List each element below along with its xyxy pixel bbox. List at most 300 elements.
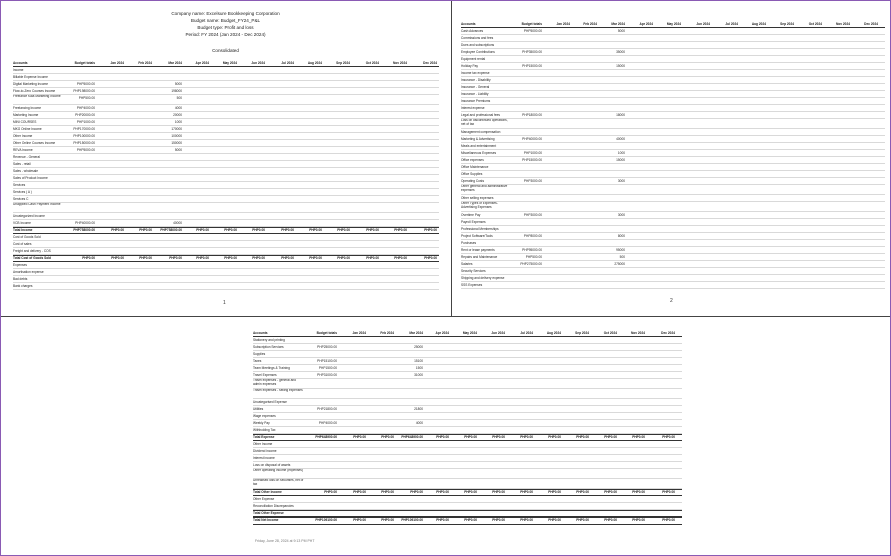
column-header: Budget totals (521, 22, 542, 26)
month-cell: PHP0.00 (196, 228, 209, 232)
table-row (461, 105, 885, 112)
month-cell: PHP648900.00 (401, 435, 423, 439)
month-cell: 8000 (617, 234, 625, 238)
account-name: Loss on discontinued operations, net of tax (461, 119, 508, 126)
column-header: Oct 2024 (808, 22, 822, 26)
table-row (461, 240, 885, 247)
month-cell: 15000 (616, 64, 625, 68)
budget-total-cell: PHP198000.00 (73, 89, 95, 93)
table-row (461, 49, 885, 56)
month-cell: PHP0.00 (464, 490, 477, 494)
account-name: Insurance - Disability (461, 78, 491, 82)
table-row (253, 469, 682, 479)
account-name: Sales - wholesale (13, 169, 38, 173)
account-name: Wage expenses (253, 414, 276, 418)
account-name: Expenses (13, 263, 27, 267)
report-page-2 (452, 0, 891, 316)
total-row (13, 255, 439, 262)
month-cell: PHP0.00 (548, 490, 561, 494)
table-row (13, 189, 439, 196)
column-header: Dec 2024 (864, 22, 878, 26)
account-name: Amortisation expense (13, 270, 44, 274)
month-cell: PHP0.00 (464, 435, 477, 439)
month-cell: 500 (619, 255, 625, 259)
table-row (13, 133, 439, 140)
budget-name: Budget name: Budget_FY24_P&L (190, 18, 261, 23)
account-name: Insurance - General (461, 85, 490, 89)
table-row (253, 389, 682, 399)
column-header: Aug 2024 (751, 22, 766, 26)
month-cell: PHP0.00 (353, 518, 366, 522)
account-name: Flow-to-Zero Courses Income (13, 89, 56, 93)
month-cell: 5000 (617, 29, 625, 33)
budget-total-cell: PHP5000.00 (523, 29, 542, 33)
column-header: Feb 2024 (380, 331, 394, 335)
budget-total-cell: PHP15100.00 (317, 359, 337, 363)
account-name: SSS Expenses (461, 283, 483, 287)
table-row (13, 262, 439, 269)
month-cell: PHP0.00 (492, 435, 505, 439)
account-name: Purchases (461, 241, 477, 245)
table-row (461, 42, 885, 49)
table-row (461, 129, 885, 136)
account-name: Management compensation (461, 130, 501, 134)
budget-total-cell: PHP18000.00 (522, 113, 542, 117)
month-cell: 170000 (171, 127, 182, 131)
account-name: Shipping and delivery expense (461, 276, 505, 280)
account-name: Salaries (461, 262, 473, 266)
table-row (13, 168, 439, 175)
month-cell: PHP0.00 (353, 490, 366, 494)
account-name: Total Other Expense (253, 511, 284, 515)
budget-type: Budget type: Profit and loss (197, 25, 254, 30)
table-row (13, 119, 439, 126)
table-row (13, 112, 439, 119)
budget-total-cell: PHP15000.00 (522, 158, 542, 162)
budget-total-cell: PHP0.00 (82, 256, 95, 260)
account-name: Interest expense (461, 106, 485, 110)
month-cell: 15100 (414, 359, 423, 363)
month-cell: 1500 (415, 366, 423, 370)
month-cell: PHP0.00 (169, 256, 182, 260)
month-cell: PHP0.00 (632, 490, 645, 494)
budget-total-cell: PHP5000.00 (76, 148, 95, 152)
table-row (253, 441, 682, 448)
account-name: Marketing & Advertising (461, 137, 495, 141)
budget-total-cell: PHP31000.00 (317, 373, 337, 377)
account-name: Office Maintenance (461, 165, 489, 169)
month-cell: PHP0.00 (520, 490, 533, 494)
month-cell: PHP0.00 (381, 435, 394, 439)
table-row (13, 269, 439, 276)
month-cell: 95000 (616, 248, 625, 252)
account-name: Services (13, 183, 26, 187)
column-header: Apr 2024 (435, 331, 449, 335)
account-name: Cost of sales (13, 242, 32, 246)
table-row (461, 171, 885, 178)
account-name: Revenue - General (13, 155, 40, 159)
month-cell: 275000 (614, 262, 625, 266)
month-cell: PHP0.00 (464, 518, 477, 522)
table-row (13, 182, 439, 189)
table-row (253, 479, 682, 489)
table-row (461, 202, 885, 212)
budget-total-cell: PHP150000.00 (73, 141, 95, 145)
account-name: Interest income (253, 456, 275, 460)
table-row (253, 399, 682, 406)
table-row (461, 119, 885, 129)
table-row (13, 126, 439, 133)
account-name: Reconciliation Discrepancies (253, 504, 294, 508)
budget-total-cell: PHP40000.00 (75, 221, 95, 225)
budget-total-cell: PHP4000.00 (318, 421, 337, 425)
column-header: Nov 2024 (631, 331, 645, 335)
month-cell: PHP0.00 (548, 518, 561, 522)
month-cell: PHP0.00 (520, 518, 533, 522)
account-name: Miscellaneous Expenses (461, 151, 497, 155)
month-cell: PHP0.00 (366, 228, 379, 232)
budget-total-cell: PHP8000.00 (523, 234, 542, 238)
table-row (13, 283, 439, 290)
month-cell: PHP0.00 (576, 435, 589, 439)
budget-total-cell: PHP500.00 (78, 96, 95, 100)
table-row (13, 147, 439, 154)
account-name: Operating Costs (461, 179, 485, 183)
month-cell: PHP0.00 (111, 256, 124, 260)
table-row (461, 247, 885, 254)
report-page-3 (0, 317, 891, 556)
month-cell: PHP0.00 (252, 256, 265, 260)
table-row (461, 70, 885, 77)
account-name: Insurance - Liability (461, 92, 489, 96)
month-cell: PHP0.00 (337, 256, 350, 260)
table-row (253, 372, 682, 379)
month-cell: PHP0.00 (196, 256, 209, 260)
total-row (253, 517, 682, 524)
account-name: Subscription Services (253, 345, 284, 349)
page-number: 2 (670, 298, 673, 304)
column-header: Dec 2024 (661, 331, 675, 335)
column-header-accounts: Accounts (253, 331, 268, 335)
table-row (13, 161, 439, 168)
table-row (13, 105, 439, 112)
month-cell: PHP0.00 (604, 490, 617, 494)
table-row (253, 358, 682, 365)
table-row (461, 77, 885, 84)
account-name: Billable Expense Income (13, 75, 48, 79)
account-name: Sales - retail (13, 162, 31, 166)
account-name: Team Meetings & Training (253, 366, 290, 370)
account-name: Other Expense (253, 497, 275, 501)
table-row (253, 503, 682, 510)
table-row (13, 88, 439, 95)
account-name: Unapplied Cash Payment Income (13, 203, 61, 207)
table-row (461, 185, 885, 195)
month-cell: 35000 (616, 50, 625, 54)
account-name: Cost of Goods Sold (13, 235, 41, 239)
column-header: Mar 2024 (409, 331, 423, 335)
account-name: Sales of Product Income (13, 176, 48, 180)
month-cell: 150000 (171, 141, 182, 145)
month-cell: PHP0.00 (366, 256, 379, 260)
table-row (461, 136, 885, 143)
month-cell: PHP0.00 (281, 256, 294, 260)
column-header: Sep 2024 (575, 331, 589, 335)
table-row (13, 220, 439, 227)
table-header (461, 20, 885, 28)
month-cell: 21800 (414, 407, 423, 411)
page-number: 1 (223, 300, 226, 306)
month-cell: PHP0.00 (139, 256, 152, 260)
month-cell: PHP0.00 (424, 228, 437, 232)
account-name: Other selling expenses (461, 196, 494, 200)
account-name: Total Income (13, 228, 33, 232)
budget-total-cell: PHP1000.00 (523, 151, 542, 155)
month-cell: 40000 (616, 137, 625, 141)
account-name: Bad debts (13, 277, 28, 281)
month-cell: PHP109100.00 (401, 518, 423, 522)
account-name: Travel Expenses (253, 373, 277, 377)
account-name: Freelance Kala Marketing Income (13, 95, 61, 99)
table-row (461, 91, 885, 98)
account-name: Total Net Income (253, 518, 279, 522)
month-cell: PHP0.00 (337, 228, 350, 232)
budget-total-cell: PHP5000.00 (76, 82, 95, 86)
table-row (461, 143, 885, 150)
report-footer-timestamp: Friday, June 28, 2024 at 9:13 PM PHT (255, 539, 315, 543)
page-divider-horizontal (0, 316, 891, 317)
column-header: Mar 2024 (611, 22, 625, 26)
table-row (461, 268, 885, 275)
account-name: Services C (13, 197, 29, 201)
month-cell: PHP0.00 (436, 490, 449, 494)
month-cell: 198000 (171, 89, 182, 93)
account-name: Utilities (253, 407, 264, 411)
month-cell: PHP0.00 (662, 518, 675, 522)
table-row (13, 95, 439, 105)
account-name: Supplies (253, 352, 266, 356)
company-name: Company name: Excelsure Bookkeeping Corporation (171, 11, 280, 16)
account-name: Freelancing Income (13, 106, 41, 110)
account-name: Total Cost of Goods Sold (13, 256, 52, 260)
table-row (461, 35, 885, 42)
budget-total-cell: PHP1000.00 (76, 120, 95, 124)
table-row (461, 63, 885, 70)
month-cell: 4000 (415, 421, 423, 425)
account-name: Freight and delivery - COS (13, 249, 51, 253)
table-row (253, 406, 682, 413)
table-row (461, 254, 885, 261)
account-name: Loss on disposal of assets (253, 463, 291, 467)
budget-total-cell: PHP758000.00 (73, 228, 95, 232)
table-row (253, 365, 682, 372)
month-cell: 5000 (174, 82, 182, 86)
table-row (13, 196, 439, 203)
account-name: Taxes (253, 359, 262, 363)
month-cell: 15000 (616, 158, 625, 162)
account-name: Office expenses (461, 158, 484, 162)
budget-total-cell: PHP20000.00 (75, 113, 95, 117)
account-name: Services ( A ) (13, 190, 32, 194)
column-header: Apr 2024 (639, 22, 653, 26)
month-cell: PHP0.00 (632, 435, 645, 439)
budget-total-cell: PHP35000.00 (522, 50, 542, 54)
table-row (13, 74, 439, 81)
budget-total-cell: PHP21800.00 (317, 407, 337, 411)
account-name: REVA Income (13, 148, 33, 152)
table-row (461, 164, 885, 171)
column-header: Oct 2024 (365, 61, 379, 65)
month-cell: PHP0.00 (252, 228, 265, 232)
month-cell: PHP758000.00 (160, 228, 182, 232)
table-row (461, 56, 885, 63)
account-name: Income (13, 68, 24, 72)
account-name: Overtime Pay (461, 213, 481, 217)
month-cell: PHP0.00 (111, 228, 124, 232)
column-header: Jun 2024 (251, 61, 265, 65)
month-cell: PHP0.00 (604, 518, 617, 522)
month-cell: PHP0.00 (381, 490, 394, 494)
account-name: Other Income (13, 134, 33, 138)
column-header: Sep 2024 (780, 22, 794, 26)
budget-total-cell: PHP170000.00 (73, 127, 95, 131)
month-cell: PHP0.00 (394, 256, 407, 260)
table-row (13, 248, 439, 255)
month-cell: PHP0.00 (139, 228, 152, 232)
account-name: Other Income (253, 442, 273, 446)
column-header: Feb 2024 (583, 22, 597, 26)
table-row (461, 195, 885, 202)
budget-total-cell: PHP40000.00 (522, 137, 542, 141)
account-name: Office Supplies (461, 172, 483, 176)
account-name: Meals and entertainment (461, 144, 497, 148)
table-row (13, 154, 439, 161)
table-header (13, 59, 439, 67)
account-name: Uncategorised Expense (253, 400, 287, 404)
account-name: Travel expenses - selling expenses (253, 389, 303, 393)
account-name: Other Types of Expenses-Advertising Expenses (461, 202, 498, 209)
column-header: May 2024 (462, 331, 477, 335)
table-row (253, 462, 682, 469)
table-row (13, 276, 439, 283)
month-cell: PHP0.00 (632, 518, 645, 522)
month-cell: PHP0.00 (394, 228, 407, 232)
consolidated-label: Consolidated (212, 48, 239, 53)
month-cell: PHP0.00 (309, 256, 322, 260)
table-row (253, 344, 682, 351)
account-name: Professional Memberships (461, 227, 499, 231)
column-header: Aug 2024 (307, 61, 322, 65)
account-name: Total Expense (253, 435, 275, 439)
account-name: Repairs and Maintenance (461, 255, 498, 259)
account-name: Equipment rental (461, 57, 486, 61)
month-cell: 5000 (174, 148, 182, 152)
table-row (253, 379, 682, 389)
column-header: Jun 2024 (491, 331, 505, 335)
account-name: Rent or lease payments (461, 248, 495, 252)
table-header (253, 329, 682, 337)
column-header: Nov 2024 (393, 61, 407, 65)
table-row (13, 140, 439, 147)
budget-total-cell: PHP0.00 (324, 490, 337, 494)
table-row (253, 413, 682, 420)
budget-period: Period: FY 2024 (Jan 2024 - Dec 2024) (185, 32, 266, 37)
budget-total-cell: PHP109100.00 (315, 518, 337, 522)
month-cell: 500 (176, 96, 182, 100)
column-header-accounts: Accounts (13, 61, 28, 65)
month-cell: PHP0.00 (436, 435, 449, 439)
account-name: Bank charges (13, 284, 33, 288)
budget-total-cell: PHP648900.00 (315, 435, 337, 439)
month-cell: PHP0.00 (662, 490, 675, 494)
table-row (13, 81, 439, 88)
column-header: Apr 2024 (195, 61, 209, 65)
month-cell: PHP0.00 (410, 490, 423, 494)
total-row (253, 510, 682, 517)
column-header: Feb 2024 (138, 61, 152, 65)
month-cell: PHP0.00 (662, 435, 675, 439)
table-row (461, 112, 885, 119)
table-row (253, 351, 682, 358)
account-name: Holiday Pay (461, 64, 479, 68)
column-header: Jul 2024 (520, 331, 533, 335)
account-name: Weekly Pay (253, 421, 270, 425)
table-row (461, 226, 885, 233)
account-name: Total Other Income (253, 490, 282, 494)
month-cell: 4000 (174, 106, 182, 110)
account-name: Employee Contributions (461, 50, 495, 54)
column-header: Jan 2024 (352, 331, 366, 335)
total-row (253, 434, 682, 441)
column-header: Oct 2024 (603, 331, 617, 335)
month-cell: 1000 (174, 120, 182, 124)
column-header: Aug 2024 (546, 331, 561, 335)
budget-total-cell: PHP4000.00 (76, 106, 95, 110)
page-divider-vertical (451, 0, 452, 316)
account-name: Travel expenses - general and admin expenses (253, 379, 296, 386)
month-cell: 40000 (173, 221, 182, 225)
account-name: Withholding Tax (253, 428, 276, 432)
account-name: Other general and administrative expenses (461, 185, 508, 192)
account-name: VCB Income (13, 221, 31, 225)
month-cell: 31000 (414, 373, 423, 377)
total-row (253, 489, 682, 496)
month-cell: PHP0.00 (353, 435, 366, 439)
month-cell: 3000 (617, 213, 625, 217)
table-row (461, 150, 885, 157)
table-row (253, 448, 682, 455)
table-row (461, 212, 885, 219)
column-header: Jan 2024 (110, 61, 124, 65)
month-cell: PHP0.00 (281, 228, 294, 232)
month-cell: PHP0.00 (424, 256, 437, 260)
account-name: Project Software/Tools (461, 234, 493, 238)
column-header: Jan 2024 (556, 22, 570, 26)
table-row (13, 234, 439, 241)
budget-total-cell: PHP500.00 (525, 255, 542, 259)
account-name: Commissions and fees (461, 36, 494, 40)
column-header: Jun 2024 (696, 22, 710, 26)
table-row (461, 28, 885, 35)
month-cell: PHP0.00 (604, 435, 617, 439)
account-name: Other Online Courses Income (13, 141, 56, 145)
budget-total-cell: PHP95000.00 (522, 248, 542, 252)
account-name: Other operating income (expenses) (253, 469, 303, 473)
table-row (253, 455, 682, 462)
column-header: Mar 2024 (168, 61, 182, 65)
table-row (13, 175, 439, 182)
column-header: May 2024 (222, 61, 237, 65)
